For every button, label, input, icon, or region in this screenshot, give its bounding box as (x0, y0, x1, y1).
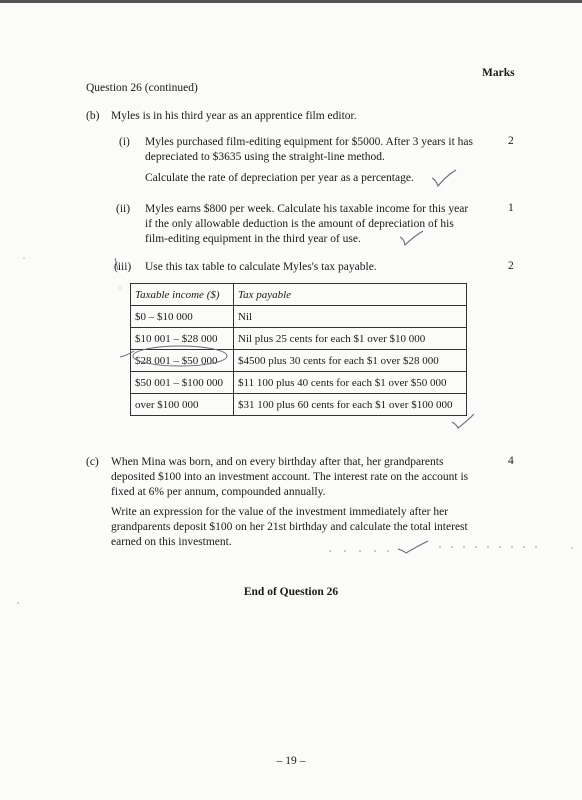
tax-table-tax-cell: Nil (234, 306, 467, 328)
tax-table-income-cell: $50 001 – $100 000 (131, 372, 234, 394)
part-c-p2-line3: earned on this investment. (111, 536, 232, 548)
part-c-p1-line2: deposited $100 into an investment account. The interest rate on the account is (111, 471, 469, 483)
part-b-i-line2: depreciated to $3635 using the straight-line method. (145, 151, 385, 163)
tax-table (130, 283, 467, 416)
table-row (131, 350, 467, 372)
part-b-intro: Myles is in his third year as an apprentice film editor. (111, 110, 357, 122)
tick-mark-icon (432, 170, 456, 186)
tax-table-tax-cell: $11 100 plus 40 cents for each $1 over $50 000 (234, 372, 467, 394)
part-b-ii-marks: 1 (508, 202, 514, 214)
tax-table-income-cell: $10 001 – $28 000 (131, 328, 234, 350)
part-c-paragraph-2 (111, 505, 475, 550)
tax-table-income-cell: $28 001 – $50 000 (131, 350, 234, 372)
tick-mark-icon (452, 414, 474, 428)
table-row (131, 394, 467, 416)
part-c-p1-line1: When Mina was born, and on every birthday after that, her grandparents (111, 456, 444, 468)
tax-table-header-tax: Tax payable (234, 284, 467, 306)
part-b-iii-label: (iii) (114, 261, 132, 273)
part-b-ii-line3: film-editing equipment in the third year of use. (145, 233, 361, 245)
part-b-iii-text: Use this tax table to calculate Myles's tax payable. (145, 261, 377, 273)
part-c-label: (c) (86, 456, 99, 468)
part-c-p2-line1: Write an expression for the value of the investment immediately after her (111, 506, 449, 518)
part-b-label: (b) (86, 110, 100, 122)
table-row (131, 372, 467, 394)
tax-table-header-income: Taxable income ($) (131, 284, 234, 306)
table-row (131, 328, 467, 350)
part-b-i-line1: Myles purchased film-editing equipment for $5000. After 3 years it has (145, 136, 473, 148)
tax-table-income-cell: over $100 000 (131, 394, 234, 416)
question-continued-heading: Question 26 (continued) (86, 82, 198, 94)
tax-table-header-row (131, 284, 467, 306)
part-b-i-instruction: Calculate the rate of depreciation per year as a percentage. (145, 172, 414, 184)
part-b-iii-marks: 2 (508, 260, 514, 272)
page-top-border (0, 0, 582, 3)
part-b-ii-label: (ii) (116, 203, 131, 215)
tax-table-tax-cell: Nil plus 25 cents for each $1 over $10 000 (234, 328, 467, 350)
part-b-ii-line2: if the only allowable deduction is the amount of depreciation of his (145, 218, 454, 230)
part-c-p2-line2: grandparents deposit $100 on her 21st birthday and calculate the total interest (111, 521, 468, 533)
part-b-i-marks: 2 (508, 135, 514, 147)
end-of-question: End of Question 26 (243, 586, 339, 598)
tick-mark-icon (400, 231, 423, 245)
tax-table-tax-cell: $4500 plus 30 cents for each $1 over $28 000 (234, 350, 467, 372)
part-c-marks: 4 (508, 455, 514, 467)
table-row (131, 306, 467, 328)
part-c-paragraph-1 (111, 455, 475, 500)
part-b-ii-line1: Myles earns $800 per week. Calculate his taxable income for this year (145, 203, 469, 215)
marks-column-heading: Marks (482, 67, 515, 79)
tax-table-tax-cell: $31 100 plus 60 cents for each $1 over $100 000 (234, 394, 467, 416)
part-b-i-label: (i) (119, 136, 130, 148)
page-number: – 19 – (276, 755, 306, 767)
part-c-p1-line3: fixed at 6% per annum, compounded annually. (111, 486, 326, 498)
tax-table-income-cell: $0 – $10 000 (131, 306, 234, 328)
